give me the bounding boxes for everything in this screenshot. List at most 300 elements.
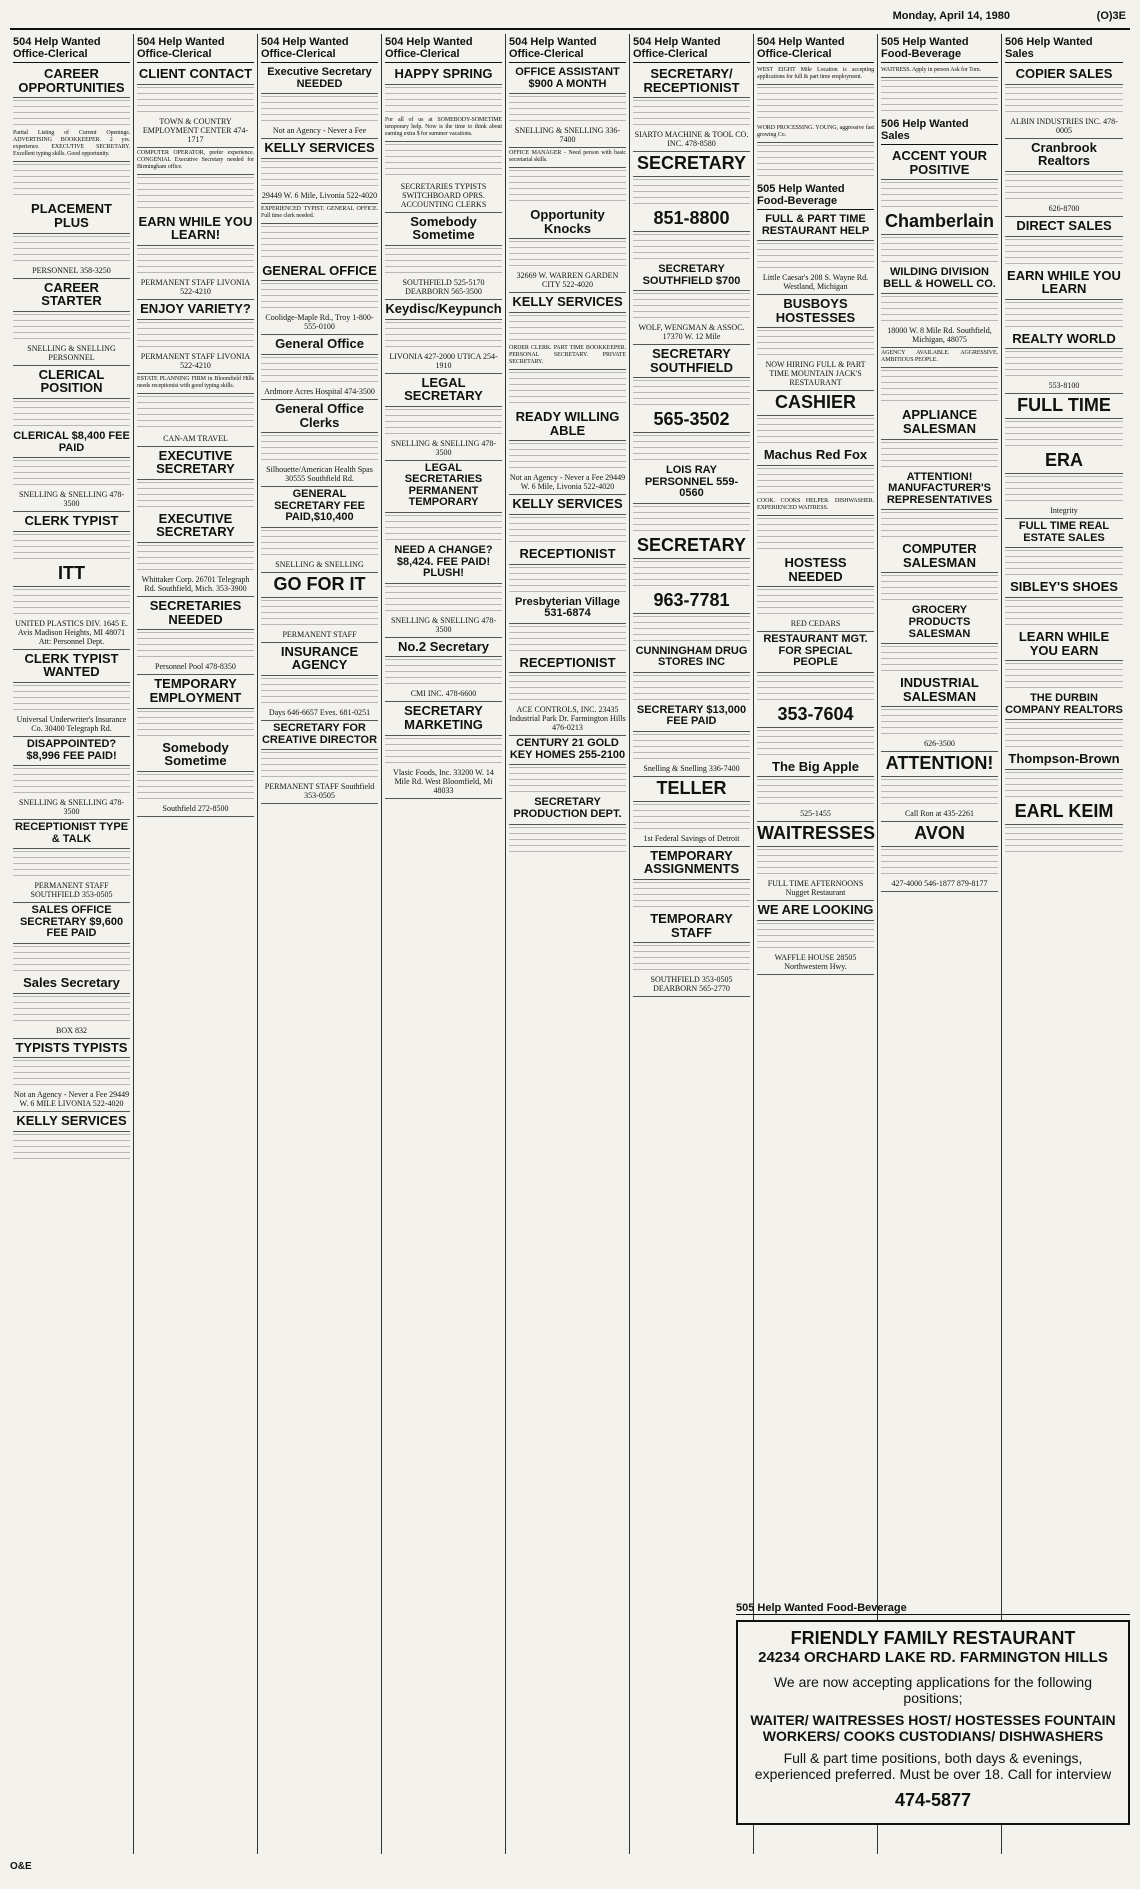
- classified-column: [258, 34, 382, 1854]
- fine-print-block: [881, 709, 998, 735]
- restaurant-phone: 474-5877: [894, 1790, 972, 1810]
- ad-contact: SNELLING & SNELLING 478-3500: [13, 796, 130, 820]
- ad-headline: 353-7604: [757, 703, 874, 728]
- fine-print-block: [137, 248, 254, 274]
- ad-headline: Executive Secretary NEEDED: [261, 65, 378, 94]
- fine-print-block: [757, 779, 874, 805]
- ad-headline: TELLER: [633, 777, 750, 802]
- fine-print-block: [1005, 663, 1123, 689]
- ad-headline: ATTENTION!: [881, 752, 998, 777]
- ad-contact: SOUTHFIELD 525-5170 DEARBORN 565-3500: [385, 276, 502, 300]
- fine-print-block: [1005, 600, 1123, 626]
- ad-headline: EXECUTIVE SECRETARY: [137, 447, 254, 480]
- ad-contact: SIARTO MACHINE & TOOL CO. INC. 478-8580: [633, 128, 750, 152]
- fine-print-block: [509, 443, 626, 469]
- ad-contact: NOW HIRING FULL & PART TIME MOUNTAIN JACK'S RESTAURANT: [757, 358, 874, 391]
- ad-headline: EARN WHILE YOU LEARN: [1005, 267, 1123, 300]
- restaurant-address: 24234 ORCHARD LAKE RD. FARMINGTON HILLS: [758, 1649, 1108, 1666]
- fine-print-block: [509, 517, 626, 543]
- ad-body-text: ESTATE PLANNING FIRM in Bloomfield Hills needs receptionist with good typing skills.: [137, 374, 254, 394]
- section-heading: 505 Help Wanted Food-Beverage: [757, 181, 874, 210]
- column-heading: 504 Help Wanted Office-Clerical: [137, 34, 254, 63]
- ad-contact: LIVONIA 427-2000 UTICA 254-1910: [385, 350, 502, 374]
- restaurant-details: Full & part time positions, both days & evenings, experienced preferred. Must be over 18. Call for interview: [754, 1750, 1112, 1782]
- ad-contact: Personnel Pool 478-8350: [137, 660, 254, 675]
- header-rule: [10, 28, 1130, 30]
- ad-contact: PERSONNEL 358-3250: [13, 264, 130, 279]
- ad-headline: CLERICAL $8,400 FEE PAID: [13, 429, 130, 458]
- ad-headline: SECRETARY/ RECEPTIONIST: [633, 65, 750, 98]
- fine-print-block: [261, 530, 378, 556]
- section-heading: 506 Help Wanted Sales: [881, 116, 998, 145]
- fine-print-block: [13, 401, 130, 427]
- fine-print-block: [509, 626, 626, 652]
- ad-headline: SECRETARY MARKETING: [385, 702, 502, 735]
- ad-contact: CAN-AM TRAVEL: [137, 432, 254, 447]
- fine-print-block: [757, 468, 874, 494]
- classified-column: [630, 34, 754, 1854]
- fine-print-block: [1005, 87, 1123, 113]
- ad-body-text: COMPUTER OPERATOR, prefer experience. CONGENIAL Executive Secretary needed for Birmingham office.: [137, 148, 254, 175]
- ad-contact: ACE CONTROLS, INC. 23435 Industrial Park Dr. Farmington Hills 476-0213: [509, 703, 626, 736]
- ad-headline: TEMPORARY EMPLOYMENT: [137, 675, 254, 708]
- fine-print-block: [261, 357, 378, 383]
- ad-headline: FULL & PART TIME RESTAURANT HELP: [757, 212, 874, 241]
- ad-headline: TYPISTS TYPISTS: [13, 1039, 130, 1059]
- fine-print-block: [757, 145, 874, 179]
- fine-print-block: [13, 1134, 130, 1160]
- ad-headline: LEGAL SECRETARY: [385, 374, 502, 407]
- fine-print-block: [757, 418, 874, 444]
- ad-body-text: WORD PROCESSING. YOUNG, aggressive fast growing Co.: [757, 123, 874, 143]
- ad-headline: EXECUTIVE SECRETARY: [137, 510, 254, 543]
- fine-print-block: [881, 237, 998, 263]
- fine-print-block: [633, 234, 750, 260]
- ad-headline: PLACEMENT PLUS: [13, 200, 130, 233]
- ad-contact: Days 646-6657 Eves. 681-0251: [261, 706, 378, 721]
- fine-print-block: [633, 734, 750, 760]
- ad-contact: WAFFLE HOUSE 28505 Northwestern Hwy.: [757, 951, 874, 975]
- ad-headline: READY WILLING ABLE: [509, 408, 626, 441]
- fine-print-block: [1005, 722, 1123, 748]
- ad-body-text: ORDER CLERK. PART TIME BOOKKEEPER. PERSONAL SECRETARY. PRIVATE SECRETARY.: [509, 343, 626, 370]
- fine-print-block: [385, 144, 502, 178]
- fine-print-block: [757, 518, 874, 552]
- ad-headline: INDUSTRIAL SALESMAN: [881, 674, 998, 707]
- fine-print-block: [261, 161, 378, 187]
- ad-body-text: COOK. COOKS HELPER. DISHWASHER. EXPERIENCED WAITRESS.: [757, 496, 874, 516]
- fine-print-block: [13, 534, 130, 560]
- ad-headline: 963-7781: [633, 589, 750, 614]
- ad-headline: RECEPTIONIST TYPE & TALK: [13, 820, 130, 849]
- ad-contact: 553-8100: [1005, 379, 1123, 394]
- ad-headline: WAITRESSES: [757, 822, 874, 847]
- column-heading: 504 Help Wanted Office-Clerical: [633, 34, 750, 63]
- ad-headline: CAREER OPPORTUNITIES: [13, 65, 130, 98]
- ad-headline: SECRETARY PRODUCTION DEPT.: [509, 795, 626, 824]
- bottom-ad-heading: 505 Help Wanted Food-Beverage: [736, 1602, 1130, 1615]
- restaurant-display-ad: [736, 1620, 1130, 1825]
- column-heading: 504 Help Wanted Office-Clerical: [261, 34, 378, 63]
- ad-contact: Whittaker Corp. 26701 Telegraph Rd. Southfield, Mich. 353-3900: [137, 573, 254, 597]
- fine-print-block: [261, 435, 378, 461]
- ad-headline: CLERICAL POSITION: [13, 366, 130, 399]
- ad-headline: FULL TIME REAL ESTATE SALES: [1005, 519, 1123, 548]
- ad-headline: Somebody Sometime: [137, 739, 254, 772]
- fine-print-block: [633, 804, 750, 830]
- classified-column: [1002, 34, 1126, 1854]
- ad-contact: Not an Agency - Never a Fee 29449 W. 6 Mile, Livonia 522-4020: [509, 471, 626, 495]
- fine-print-block: [509, 567, 626, 593]
- ad-contact: 1st Federal Savings of Detroit: [633, 832, 750, 847]
- fine-print-block: [509, 241, 626, 267]
- fine-print-block: [757, 589, 874, 615]
- fine-print-block: [261, 752, 378, 778]
- ad-headline: LEGAL SECRETARIES PERMANENT TEMPORARY: [385, 461, 502, 513]
- fine-print-block: [881, 182, 998, 208]
- ad-headline: 565-3502: [633, 408, 750, 433]
- fine-print-block: [385, 659, 502, 685]
- fine-print-block: [633, 561, 750, 587]
- ad-headline: KELLY SERVICES: [13, 1112, 130, 1132]
- ad-contact: TOWN & COUNTRY EMPLOYMENT CENTER 474-1717: [137, 115, 254, 148]
- fine-print-block: [13, 460, 130, 486]
- fine-print-block: [261, 600, 378, 626]
- fine-print-block: [509, 96, 626, 122]
- ad-headline: General Office: [261, 335, 378, 355]
- fine-print-block: [13, 768, 130, 794]
- ad-contact: RED CEDARS: [757, 617, 874, 632]
- ad-headline: OFFICE ASSISTANT $900 A MONTH: [509, 65, 626, 94]
- fine-print-block: [509, 170, 626, 204]
- ad-headline: Somebody Sometime: [385, 213, 502, 246]
- ad-headline: DISAPPOINTED? $8,996 FEE PAID!: [13, 737, 130, 766]
- ad-headline: No.2 Secretary: [385, 638, 502, 658]
- fine-print-block: [633, 100, 750, 126]
- ad-headline: SECRETARY: [633, 534, 750, 559]
- fine-print-block: [137, 177, 254, 211]
- fine-print-block: [261, 283, 378, 309]
- ad-headline: ERA: [1005, 449, 1123, 474]
- ad-headline: Keydisc/Keypunch: [385, 300, 502, 320]
- fine-print-block: [757, 330, 874, 356]
- column-heading: 504 Help Wanted Office-Clerical: [385, 34, 502, 63]
- ad-headline: THE DURBIN COMPANY REALTORS: [1005, 691, 1123, 720]
- classified-column: [754, 34, 878, 1854]
- ad-headline: SECRETARY SOUTHFIELD $700: [633, 262, 750, 291]
- ad-headline: SALES OFFICE SECRETARY $9,600 FEE PAID: [13, 903, 130, 944]
- ad-headline: SECRETARY FOR CREATIVE DIRECTOR: [261, 721, 378, 750]
- fine-print-block: [509, 675, 626, 701]
- ad-contact: Ardmore Acres Hospital 474-3500: [261, 385, 378, 400]
- fine-print-block: [633, 293, 750, 319]
- ad-headline: GENERAL SECRETARY FEE PAID,$10,400: [261, 487, 378, 528]
- fine-print-block: [509, 372, 626, 406]
- ad-contact: Silhouette/American Health Spas 30555 Southfield Rd.: [261, 463, 378, 487]
- ad-headline: ENJOY VARIETY?: [137, 300, 254, 320]
- ad-headline: AVON: [881, 822, 998, 847]
- fine-print-block: [13, 314, 130, 340]
- fine-print-block: [881, 646, 998, 672]
- fine-print-block: [881, 442, 998, 468]
- fine-print-block: [509, 827, 626, 853]
- ad-headline: EARL KEIM: [1005, 800, 1123, 825]
- fine-print-block: [13, 996, 130, 1022]
- fine-print-block: [13, 851, 130, 877]
- ad-contact: SNELLING & SNELLING 478-3500: [385, 614, 502, 638]
- fine-print-block: [13, 1060, 130, 1086]
- ad-headline: ATTENTION! MANUFACTURER'S REPRESENTATIVES: [881, 470, 998, 511]
- ad-headline: SECRETARIES NEEDED: [137, 597, 254, 630]
- fine-print-block: [13, 946, 130, 972]
- ad-contact: CMI INC. 478-6600: [385, 687, 502, 702]
- fine-print-block: [757, 243, 874, 269]
- ad-headline: EARN WHILE YOU LEARN!: [137, 213, 254, 246]
- ad-contact: SNELLING & SNELLING 478-3500: [385, 437, 502, 461]
- ad-headline: WILDING DIVISION BELL & HOWELL CO.: [881, 265, 998, 294]
- fine-print-block: [633, 506, 750, 532]
- ad-headline: TEMPORARY ASSIGNMENTS: [633, 847, 750, 880]
- ad-headline: RESTAURANT MGT. FOR SPECIAL PEOPLE: [757, 632, 874, 673]
- ad-headline: GO FOR IT: [261, 573, 378, 598]
- fine-print-block: [881, 575, 998, 601]
- section-code: (O)3E: [1096, 10, 1126, 22]
- column-heading: 504 Help Wanted Office-Clerical: [13, 34, 130, 63]
- fine-print-block: [385, 409, 502, 435]
- ad-contact: SNELLING & SNELLING 336-7400: [509, 124, 626, 148]
- ad-contact: PERMANENT STAFF Southfield 353-0505: [261, 780, 378, 804]
- restaurant-title: FRIENDLY FAMILY RESTAURANT: [790, 1628, 1076, 1648]
- fine-print-block: [385, 322, 502, 348]
- fine-print-block: [385, 586, 502, 612]
- fine-print-block: [137, 774, 254, 800]
- ad-headline: 851-8800: [633, 207, 750, 232]
- ad-headline: CAREER STARTER: [13, 279, 130, 312]
- fine-print-block: [633, 616, 750, 642]
- column-heading: 505 Help Wanted Food-Beverage: [881, 34, 998, 63]
- ad-contact: 525-1455: [757, 807, 874, 822]
- ad-headline: SECRETARY $13,000 FEE PAID: [633, 703, 750, 732]
- ad-headline: Presbyterian Village 531-6874: [509, 595, 626, 624]
- ad-headline: Thompson-Brown: [1005, 750, 1123, 770]
- classified-column: [506, 34, 630, 1854]
- restaurant-positions: WAITER/ WAITRESSES HOST/ HOSTESSES FOUNTAIN WORKERS/ COOKS CUSTODIANS/ DISHWASHERS: [750, 1712, 1116, 1744]
- classified-column: [382, 34, 506, 1854]
- ad-headline: ITT: [13, 562, 130, 587]
- fine-print-block: [137, 322, 254, 348]
- fine-print-block: [1005, 174, 1123, 200]
- fine-print-block: [881, 296, 998, 322]
- fine-print-block: [509, 315, 626, 341]
- ad-body-text: WAITRESS. Apply in person Ask for Tom.: [881, 65, 998, 78]
- ad-contact: WOLF, WENGMAN & ASSOC. 17370 W. 12 Mile: [633, 321, 750, 345]
- ad-headline: LOIS RAY PERSONNEL 559-0560: [633, 463, 750, 504]
- ad-contact: PERMANENT STAFF: [261, 628, 378, 643]
- fine-print-block: [385, 515, 502, 541]
- fine-print-block: [881, 849, 998, 875]
- newspaper-page: [10, 6, 1130, 1877]
- ad-headline: KELLY SERVICES: [261, 139, 378, 159]
- ad-headline: Sales Secretary: [13, 974, 130, 994]
- ad-headline: CLIENT CONTACT: [137, 65, 254, 85]
- ad-headline: TEMPORARY STAFF: [633, 910, 750, 943]
- ad-contact: Not an Agency - Never a Fee: [261, 124, 378, 139]
- ad-headline: RECEPTIONIST: [509, 545, 626, 565]
- fine-print-block: [137, 482, 254, 508]
- ad-headline: RECEPTIONIST: [509, 654, 626, 674]
- ad-contact: Integrity: [1005, 504, 1123, 519]
- ad-contact: SECRETARIES TYPISTS SWITCHBOARD OPRS. ACCOUNTING CLERKS: [385, 180, 502, 213]
- ad-headline: The Big Apple: [757, 758, 874, 778]
- ad-contact: PERMANENT STAFF SOUTHFIELD 353-0505: [13, 879, 130, 903]
- ad-contact: Southfield 272-8500: [137, 802, 254, 817]
- ad-headline: CASHIER: [757, 391, 874, 416]
- fine-print-block: [633, 945, 750, 971]
- ad-headline: General Office Clerks: [261, 400, 378, 433]
- fine-print-block: [385, 87, 502, 113]
- fine-print-block: [1005, 550, 1123, 576]
- fine-print-block: [137, 87, 254, 113]
- restaurant-intro: We are now accepting applications for the following positions;: [773, 1674, 1093, 1706]
- ad-headline: SECRETARY: [633, 152, 750, 177]
- fine-print-block: [757, 923, 874, 949]
- ad-body-text: OFFICE MANAGER - Need person with basic secretarial skills.: [509, 148, 626, 168]
- fine-print-block: [757, 87, 874, 121]
- fine-print-block: [881, 512, 998, 538]
- fine-print-block: [633, 882, 750, 908]
- column-heading: 504 Help Wanted Office-Clerical: [509, 34, 626, 63]
- classified-column: [10, 34, 134, 1854]
- classified-column: [878, 34, 1002, 1854]
- ad-contact: PERMANENT STAFF LIVONIA 522-4210: [137, 350, 254, 374]
- ad-contact: 32669 W. WARREN GARDEN CITY 522-4020: [509, 269, 626, 293]
- ad-headline: SECRETARY SOUTHFIELD: [633, 345, 750, 378]
- column-heading: 506 Help Wanted Sales: [1005, 34, 1123, 63]
- ad-headline: REALTY WORLD: [1005, 330, 1123, 350]
- fine-print-block: [261, 96, 378, 122]
- ad-headline: Machus Red Fox: [757, 446, 874, 466]
- ad-body-text: Partial Listing of Current Openings. ADVERTISING BOOKKEEPER. 2 yrs. experience. EXECUTIVE SECRETARY. Excellent typing skills. Good opportunity.: [13, 128, 130, 162]
- ad-contact: 626-3500: [881, 737, 998, 752]
- fine-print-block: [1005, 421, 1123, 447]
- ad-headline: CUNNINGHAM DRUG STORES INC: [633, 644, 750, 673]
- page-footer-code: O&E: [10, 1861, 32, 1872]
- fine-print-block: [633, 435, 750, 461]
- ad-headline: WE ARE LOOKING: [757, 901, 874, 921]
- fine-print-block: [137, 545, 254, 571]
- fine-print-block: [881, 779, 998, 805]
- fine-print-block: [13, 164, 130, 198]
- fine-print-block: [1005, 827, 1123, 853]
- ad-contact: FULL TIME AFTERNOONS Nugget Restaurant: [757, 877, 874, 901]
- ad-headline: LEARN WHILE YOU EARN: [1005, 628, 1123, 661]
- ad-contact: SNELLING & SNELLING 478-3500: [13, 488, 130, 512]
- column-heading: 504 Help Wanted Office-Clerical: [757, 34, 874, 63]
- ad-contact: 18000 W. 8 Mile Rd. Southfield, Michigan, 48075: [881, 324, 998, 348]
- fine-print-block: [1005, 351, 1123, 377]
- ad-headline: SIBLEY'S SHOES: [1005, 578, 1123, 598]
- ad-contact: PERMANENT STAFF LIVONIA 522-4210: [137, 276, 254, 300]
- fine-print-block: [385, 738, 502, 764]
- ad-headline: GROCERY PRODUCTS SALESMAN: [881, 603, 998, 644]
- ad-headline: GENERAL OFFICE: [261, 262, 378, 282]
- fine-print-block: [757, 849, 874, 875]
- fine-print-block: [757, 675, 874, 701]
- ad-contact: Call Ron at 435-2261: [881, 807, 998, 822]
- fine-print-block: [881, 80, 998, 114]
- ad-headline: NEED A CHANGE? $8,424. FEE PAID! PLUSH!: [385, 543, 502, 584]
- ad-contact: SNELLING & SNELLING PERSONNEL: [13, 342, 130, 366]
- ad-body-text: For all of us at SOMEBODY-SOMETIME temporary help. Now is the time to think about earning extra $ for summer vacations.: [385, 115, 502, 142]
- ad-headline: Chamberlain: [881, 210, 998, 235]
- fine-print-block: [261, 678, 378, 704]
- ad-headline: APPLIANCE SALESMAN: [881, 406, 998, 439]
- fine-print-block: [509, 767, 626, 793]
- fine-print-block: [633, 380, 750, 406]
- ad-headline: CLERK TYPIST WANTED: [13, 650, 130, 683]
- ad-headline: COMPUTER SALESMAN: [881, 540, 998, 573]
- ad-headline: CENTURY 21 GOLD KEY HOMES 255-2100: [509, 736, 626, 765]
- ad-headline: HOSTESS NEEDED: [757, 554, 874, 587]
- fine-print-block: [13, 685, 130, 711]
- issue-date: Monday, April 14, 1980: [892, 10, 1010, 22]
- fine-print-block: [13, 236, 130, 262]
- ad-headline: HAPPY SPRING: [385, 65, 502, 85]
- ad-contact: Snelling & Snelling 336-7400: [633, 762, 750, 777]
- ad-contact: Not an Agency - Never a Fee 29449 W. 6 MILE LIVONIA 522-4020: [13, 1088, 130, 1112]
- fine-print-block: [13, 100, 130, 126]
- fine-print-block: [1005, 476, 1123, 502]
- fine-print-block: [13, 589, 130, 615]
- fine-print-block: [1005, 239, 1123, 265]
- ad-headline: ACCENT YOUR POSITIVE: [881, 147, 998, 180]
- ad-contact: UNITED PLASTICS DIV. 1645 E. Avis Madison Heights, MI 48071 Att: Personnel Dept.: [13, 617, 130, 650]
- ad-contact: 427-4000 546-1877 879-8177: [881, 877, 998, 892]
- fine-print-block: [385, 248, 502, 274]
- page-header: [10, 6, 1130, 26]
- ad-contact: Little Caesar's 208 S. Wayne Rd. Westland, Michigan: [757, 271, 874, 295]
- ad-contact: 29449 W. 6 Mile, Livonia 522-4020: [261, 189, 378, 204]
- fine-print-block: [633, 179, 750, 205]
- ad-headline: FULL TIME: [1005, 394, 1123, 419]
- fine-print-block: [633, 675, 750, 701]
- fine-print-block: [1005, 772, 1123, 798]
- ad-contact: ALBIN INDUSTRIES INC. 478-0005: [1005, 115, 1123, 139]
- fine-print-block: [137, 632, 254, 658]
- ad-contact: SNELLING & SNELLING: [261, 558, 378, 573]
- classified-columns: [10, 34, 1130, 1854]
- ad-body-text: EXPERIENCED TYPIST. GENERAL OFFICE. Full time clerk needed.: [261, 204, 378, 224]
- ad-headline: CLERK TYPIST: [13, 512, 130, 532]
- fine-print-block: [881, 370, 998, 404]
- classified-column: [134, 34, 258, 1854]
- fine-print-block: [261, 226, 378, 260]
- fine-print-block: [137, 711, 254, 737]
- ad-headline: KELLY SERVICES: [509, 293, 626, 313]
- ad-headline: Cranbrook Realtors: [1005, 139, 1123, 172]
- ad-headline: INSURANCE AGENCY: [261, 643, 378, 676]
- ad-body-text: AGENCY AVAILABLE. AGGRESSIVE. AMBITIOUS PEOPLE.: [881, 348, 998, 368]
- ad-contact: BOX 832: [13, 1024, 130, 1039]
- ad-contact: Coolidge-Maple Rd., Troy 1-800-555-0100: [261, 311, 378, 335]
- ad-contact: Vlasic Foods, Inc. 33200 W. 14 Mile Rd. West Bloomfield, Mi 48033: [385, 766, 502, 799]
- ad-headline: Opportunity Knocks: [509, 206, 626, 239]
- fine-print-block: [1005, 302, 1123, 328]
- ad-headline: DIRECT SALES: [1005, 217, 1123, 237]
- ad-headline: KELLY SERVICES: [509, 495, 626, 515]
- fine-print-block: [757, 730, 874, 756]
- ad-contact: 626-8700: [1005, 202, 1123, 217]
